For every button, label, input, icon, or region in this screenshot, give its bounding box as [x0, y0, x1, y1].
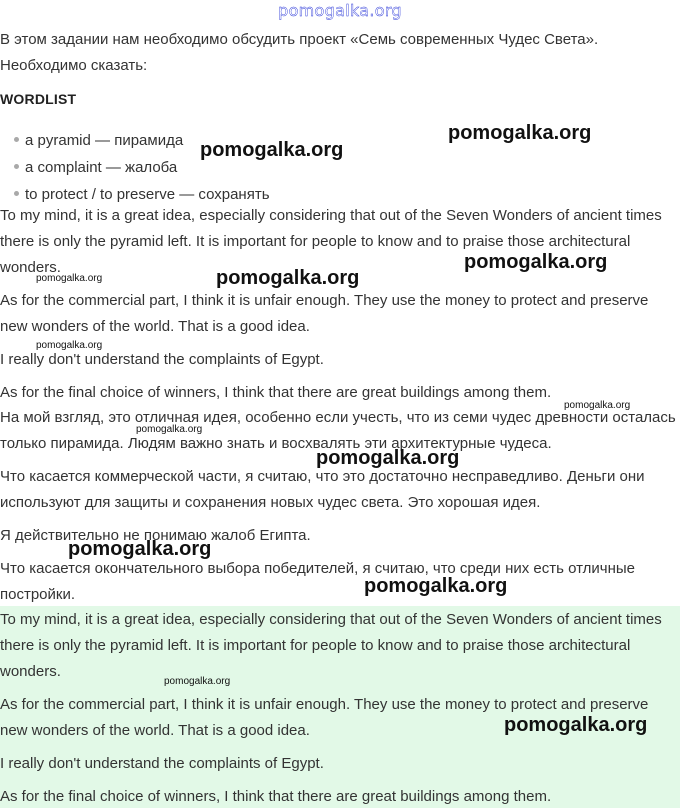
wordlist-heading: WORDLIST: [0, 91, 77, 107]
list-item: a complaint — жалоба: [0, 154, 270, 181]
highlight-paragraph-4: As for the final choice of winners, I think that there are great buildings among them.: [0, 788, 552, 805]
russian-paragraph-2: Что касается коммерческой части, я считаю, что это достаточно несправедливо. Деньги они используют для защиты и сохранения новых чудес света. Это хорошая идея.: [0, 468, 645, 511]
watermark: pomogalka.org: [136, 424, 203, 435]
english-paragraph-4: As for the final choice of winners, I think that there are great buildings among them.: [0, 384, 552, 401]
bullet-icon: [14, 137, 19, 142]
intro-text: В этом задании нам необходимо обсудить проект «Семь современных Чудес Света». Необходимо сказать:: [0, 31, 599, 74]
watermark: pomogalka.org: [448, 122, 592, 144]
english-paragraph-1: To my mind, it is a great idea, especially considering that out of the Seven Wonders of ancient times there is only the pyramid left. It is important for people to know and to praise those architectural wonders.: [0, 207, 662, 276]
watermark: pomogalka.org: [216, 267, 360, 289]
watermark: pomogalka.org: [36, 273, 103, 284]
highlight-paragraph-3: I really don't understand the complaints of Egypt.: [0, 755, 324, 772]
watermark: pomogalka.org: [164, 676, 231, 687]
russian-paragraph-3: Я действительно не понимаю жалоб Египта.: [0, 527, 311, 544]
list-item: to protect / to preserve — сохранять: [0, 181, 270, 208]
list-item: a pyramid — пирамида: [0, 127, 270, 154]
watermark: pomogalka.org: [564, 400, 631, 411]
watermark: pomogalka.org: [200, 139, 344, 161]
watermark: pomogalka.org: [316, 447, 460, 469]
site-logo[interactable]: pomogalka.org: [278, 1, 402, 20]
watermark: pomogalka.org: [36, 340, 103, 351]
bullet-icon: [14, 191, 19, 196]
watermark: pomogalka.org: [504, 714, 648, 736]
highlight-paragraph-1: To my mind, it is a great idea, especially considering that out of the Seven Wonders of ancient times there is only the pyramid left. It is important for people to know and to praise those architectural wonders.: [0, 611, 662, 680]
bullet-icon: [14, 164, 19, 169]
watermark: pomogalka.org: [68, 538, 212, 560]
highlighted-answer: [0, 606, 680, 808]
watermark: pomogalka.org: [464, 251, 608, 273]
english-paragraph-3: I really don't understand the complaints of Egypt.: [0, 351, 324, 368]
english-paragraph-2: As for the commercial part, I think it is unfair enough. They use the money to protect and preserve new wonders of the world. That is a good idea.: [0, 292, 649, 335]
russian-paragraph-4: Что касается окончательного выбора победителей, я считаю, что среди них есть отличные постройки.: [0, 560, 636, 603]
watermark: pomogalka.org: [364, 575, 508, 597]
russian-paragraph-1: На мой взгляд, это отличная идея, особенно если учесть, что из семи чудес древности осталась только пирамида. Людям важно знать и восхвалять эти архитектурные чудеса.: [0, 409, 676, 452]
highlight-paragraph-2: As for the commercial part, I think it is unfair enough. They use the money to protect and preserve new wonders of the world. That is a good idea.: [0, 696, 649, 739]
